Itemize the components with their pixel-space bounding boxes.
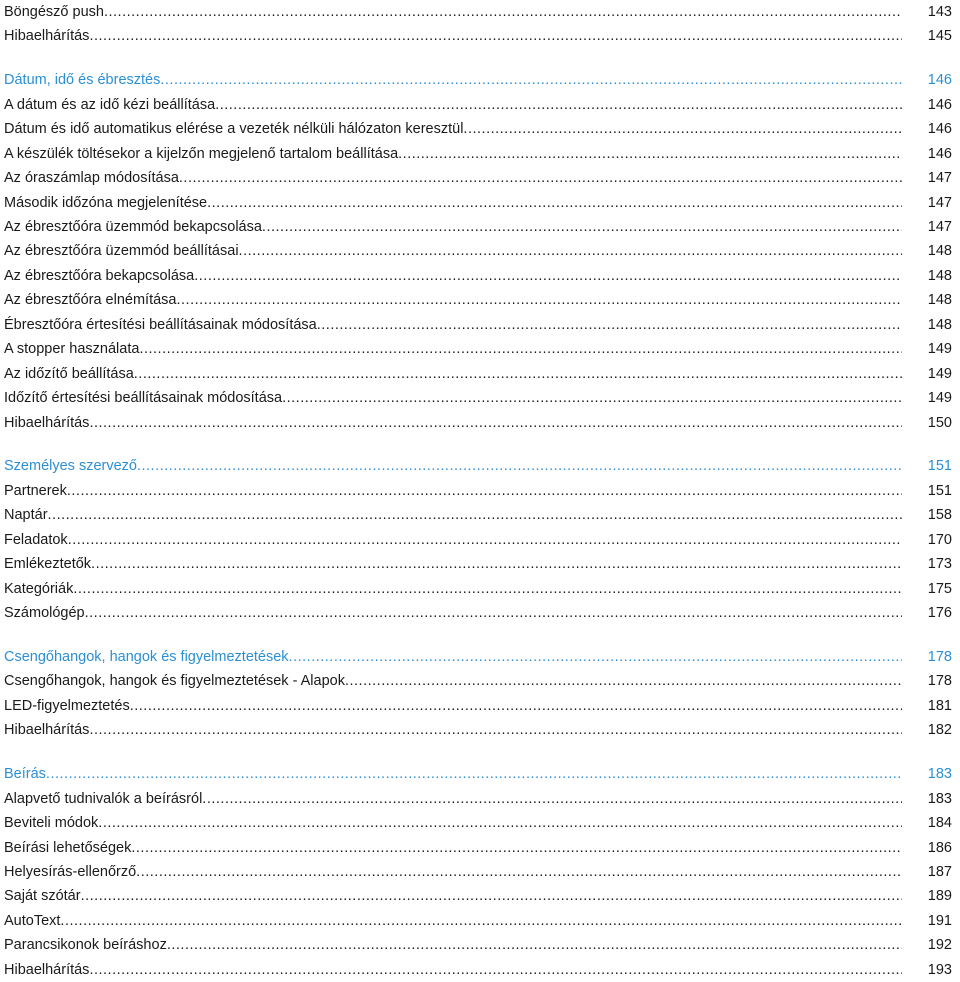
toc-entry-title: Hibaelhárítás: [4, 718, 89, 742]
toc-entry[interactable]: [4, 166, 952, 190]
toc-entry-title: A stopper használata: [4, 337, 139, 361]
toc-entry-title: Helyesírás-ellenőrző: [4, 860, 136, 884]
dot-leader: [67, 479, 902, 503]
toc-entry-title: Az ébresztőóra bekapcsolása: [4, 264, 194, 288]
toc-page-number: 148: [927, 267, 952, 284]
toc-entry-title: Böngésző push: [4, 0, 104, 24]
dot-leader: [215, 93, 902, 117]
dot-leader: [89, 958, 902, 982]
toc-page-number: 148: [927, 292, 952, 309]
toc-page-number: 158: [927, 507, 952, 524]
dot-leader: [202, 787, 902, 811]
toc-page-number: 143: [927, 4, 952, 20]
dot-leader: [104, 0, 902, 24]
dot-leader: [89, 718, 902, 742]
toc-page-number: 173: [927, 556, 952, 573]
toc-entry-title: AutoText: [4, 909, 60, 933]
toc-entry[interactable]: [4, 411, 952, 435]
toc-page-number: 189: [927, 888, 952, 905]
dot-leader: [160, 68, 902, 92]
toc-entry-title: LED-figyelmeztetés: [4, 694, 130, 718]
toc-entry[interactable]: [4, 577, 952, 601]
toc-entry[interactable]: [4, 0, 952, 24]
toc-page-number: 148: [927, 243, 952, 260]
toc-page-number: 146: [927, 72, 952, 89]
toc-entry[interactable]: [4, 836, 952, 860]
dot-leader: [81, 884, 902, 908]
toc-entry-title: Dátum és idő automatikus elérése a vezeték nélküli hálózaton keresztül: [4, 117, 463, 141]
toc-section-heading[interactable]: [4, 68, 952, 92]
toc-entry-title: Kategóriák: [4, 577, 73, 601]
toc-entry-title: Beírási lehetőségek: [4, 836, 131, 860]
dot-leader: [167, 933, 902, 957]
toc-page-number: 149: [927, 390, 952, 407]
dot-leader: [48, 503, 902, 527]
toc-entry-title: Csengőhangok, hangok és figyelmeztetések - Alapok: [4, 669, 345, 693]
dot-leader: [239, 239, 902, 263]
toc-entry-title: Dátum, idő és ébresztés: [4, 68, 160, 92]
dot-leader: [91, 552, 902, 576]
dot-leader: [89, 24, 902, 48]
toc-page-number: 178: [927, 673, 952, 690]
dot-leader: [289, 645, 902, 669]
toc-page-number: 146: [927, 121, 952, 138]
toc-entry[interactable]: [4, 787, 952, 811]
toc-page-number: 191: [927, 912, 952, 929]
toc-entry-title: Beviteli módok: [4, 811, 98, 835]
toc-page-number: 148: [927, 316, 952, 333]
toc-entry[interactable]: [4, 24, 952, 48]
dot-leader: [98, 811, 902, 835]
toc-entry[interactable]: [4, 239, 952, 263]
toc-page-number: 145: [927, 28, 952, 45]
toc-entry[interactable]: [4, 313, 952, 337]
toc-page-number: 178: [927, 649, 952, 665]
toc-page-number: 147: [927, 219, 952, 235]
toc-entry-title: Naptár: [4, 503, 48, 527]
dot-leader: [262, 215, 902, 239]
toc-entry[interactable]: [4, 669, 952, 693]
toc-page-number: 181: [927, 697, 952, 714]
toc-entry[interactable]: [4, 694, 952, 718]
toc-entry-title: Személyes szervező: [4, 454, 137, 478]
dot-leader: [194, 264, 902, 288]
dot-leader: [398, 142, 902, 166]
dot-leader: [317, 313, 902, 337]
toc-entry[interactable]: [4, 337, 952, 361]
toc-page-number: 151: [927, 458, 952, 475]
toc-entry[interactable]: [4, 93, 952, 117]
toc-entry[interactable]: [4, 528, 952, 552]
toc-entry-title: Második időzóna megjelenítése: [4, 191, 207, 215]
dot-leader: [463, 117, 902, 141]
toc-entry[interactable]: [4, 142, 952, 166]
dot-leader: [73, 577, 902, 601]
toc-page-number: 182: [927, 722, 952, 739]
toc-entry[interactable]: [4, 215, 952, 239]
toc-entry[interactable]: [4, 386, 952, 410]
toc-entry-title: Az óraszámlap módosítása: [4, 166, 179, 190]
dot-leader: [60, 909, 902, 933]
toc-entry-title: Az ébresztőóra elnémítása: [4, 288, 176, 312]
toc-entry-title: Hibaelhárítás: [4, 411, 89, 435]
toc-entry-title: A készülék töltésekor a kijelzőn megjelenő tartalom beállítása: [4, 142, 398, 166]
toc-entry-title: Csengőhangok, hangok és figyelmeztetések: [4, 645, 289, 669]
toc-entry[interactable]: [4, 479, 952, 503]
toc-page-number: 151: [927, 482, 952, 499]
toc-page-number: 146: [927, 145, 952, 162]
toc-entry[interactable]: [4, 191, 952, 215]
dot-leader: [136, 860, 902, 884]
toc-entry-title: Számológép: [4, 601, 85, 625]
toc-page-number: 183: [927, 766, 952, 783]
toc-entry[interactable]: [4, 718, 952, 742]
toc-page-number: 170: [927, 531, 952, 548]
toc-page-number: 150: [927, 414, 952, 431]
toc-entry-title: Emlékeztetők: [4, 552, 91, 576]
toc-entry-title: Az ébresztőóra üzemmód beállításai: [4, 239, 239, 263]
dot-leader: [137, 454, 902, 478]
toc-entry-title: Időzítő értesítési beállításainak módosítása: [4, 386, 282, 410]
toc-entry-title: Hibaelhárítás: [4, 958, 89, 982]
toc-entry-title: Az ébresztőóra üzemmód bekapcsolása: [4, 215, 262, 239]
dot-leader: [139, 337, 902, 361]
toc-entry[interactable]: [4, 811, 952, 835]
toc-entry[interactable]: [4, 958, 952, 982]
toc-entry[interactable]: [4, 933, 952, 957]
toc-entry-title: Hibaelhárítás: [4, 24, 89, 48]
toc-entry[interactable]: [4, 884, 952, 908]
toc-entry-title: A dátum és az idő kézi beállítása: [4, 93, 215, 117]
toc-page-number: 184: [927, 815, 952, 832]
toc-entry[interactable]: [4, 601, 952, 625]
toc-page-number: 175: [927, 580, 952, 597]
toc-entry-title: Saját szótár: [4, 884, 81, 908]
toc-entry-title: Feladatok: [4, 528, 68, 552]
dot-leader: [282, 386, 902, 410]
toc-entry-title: Partnerek: [4, 479, 67, 503]
toc-entry[interactable]: [4, 909, 952, 933]
toc-entry[interactable]: [4, 503, 952, 527]
dot-leader: [89, 411, 902, 435]
toc-page-number: 193: [927, 961, 952, 978]
toc-entry-title: Alapvető tudnivalók a beírásról: [4, 787, 202, 811]
toc-section-heading[interactable]: [4, 762, 952, 786]
toc-entry[interactable]: [4, 362, 952, 386]
toc-entry[interactable]: [4, 552, 952, 576]
toc-page-number: 147: [927, 194, 952, 211]
dot-leader: [68, 528, 902, 552]
toc-section-heading[interactable]: [4, 454, 952, 478]
dot-leader: [46, 762, 902, 786]
toc-page-number: 192: [927, 937, 952, 954]
toc-entry-title: Az időzítő beállítása: [4, 362, 134, 386]
toc-section-heading[interactable]: [4, 645, 952, 669]
toc-entry[interactable]: [4, 117, 952, 141]
toc-entry-title: Beírás: [4, 762, 46, 786]
dot-leader: [179, 166, 902, 190]
dot-leader: [85, 601, 902, 625]
toc-page-number: 176: [927, 605, 952, 622]
toc-page-number: 183: [927, 790, 952, 807]
dot-leader: [207, 191, 902, 215]
toc-page-number: 187: [927, 864, 952, 880]
toc-entry[interactable]: [4, 860, 952, 884]
toc-entry-title: Ébresztőóra értesítési beállításainak módosítása: [4, 313, 317, 337]
toc-entry[interactable]: [4, 264, 952, 288]
toc-page-number: 149: [927, 341, 952, 358]
toc-page-number: 147: [927, 170, 952, 187]
toc-entry-title: Parancsikonok beíráshoz: [4, 933, 167, 957]
dot-leader: [176, 288, 902, 312]
dot-leader: [345, 669, 902, 693]
dot-leader: [134, 362, 902, 386]
dot-leader: [131, 836, 902, 860]
toc-page-number: 186: [927, 839, 952, 856]
toc-entry[interactable]: [4, 288, 952, 312]
dot-leader: [130, 694, 902, 718]
toc-page-number: 146: [927, 96, 952, 113]
toc-page-number: 149: [927, 365, 952, 382]
